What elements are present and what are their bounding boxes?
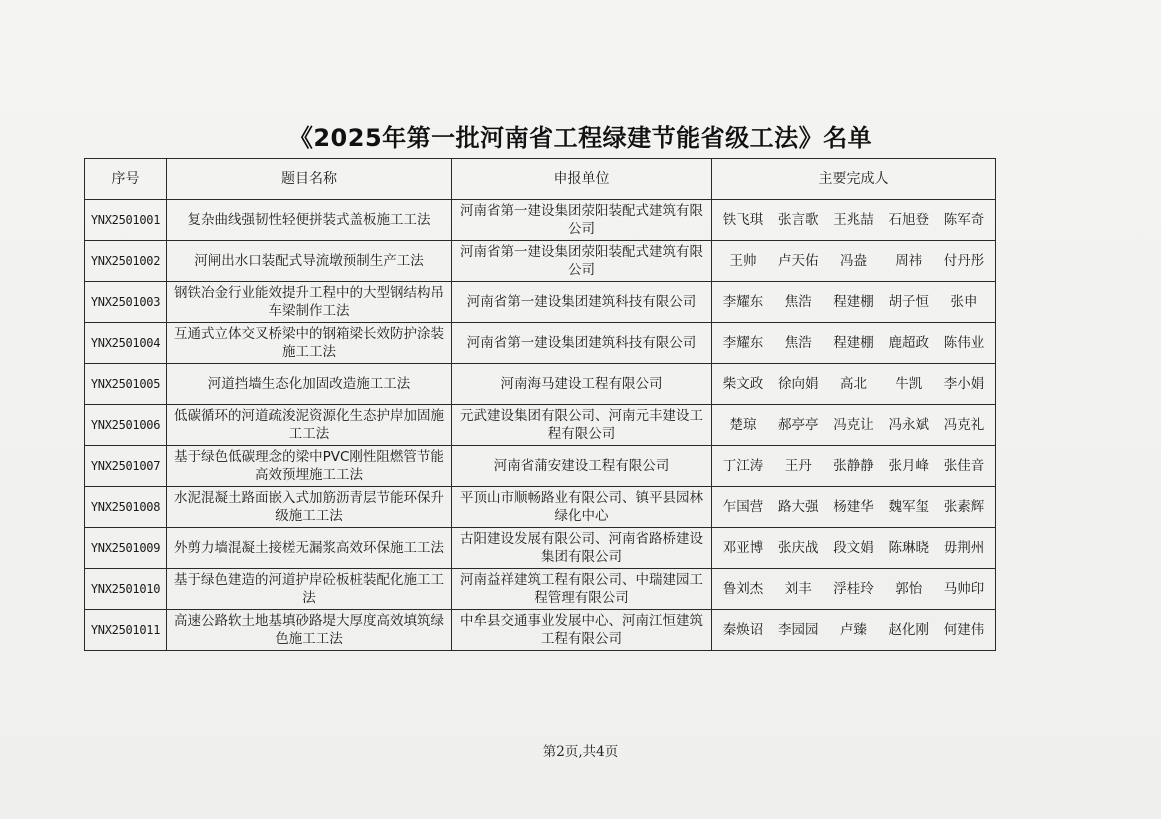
person-name: 铁飞琪 xyxy=(722,212,764,228)
person-name: 段文娟 xyxy=(833,540,874,556)
person-name: 李耀东 xyxy=(722,294,764,310)
row-code: YNX2501006 xyxy=(85,405,167,446)
person-name: 卢臻 xyxy=(840,622,867,638)
people-list xyxy=(715,293,992,311)
person-name: 张佳音 xyxy=(943,458,985,474)
row-title: 水泥混凝土路面嵌入式加筋沥青层节能环保升级施工工法 xyxy=(167,487,452,528)
person-name: 张庆战 xyxy=(778,540,819,556)
row-people xyxy=(712,323,996,364)
row-code: YNX2501001 xyxy=(85,200,167,241)
table-row xyxy=(85,610,996,651)
person-name: 邓亚博 xyxy=(722,540,764,556)
row-title: 基于绿色建造的河道护岸砼板桩装配化施工工法 xyxy=(167,569,452,610)
people-list xyxy=(715,334,992,352)
row-unit: 河南海马建设工程有限公司 xyxy=(452,364,712,405)
people-list xyxy=(715,375,992,393)
row-title: 河道挡墙生态化加固改造施工工法 xyxy=(167,364,452,405)
table-row xyxy=(85,241,996,282)
row-title: 互通式立体交叉桥梁中的钢箱梁长效防护涂装施工工法 xyxy=(167,323,452,364)
person-name: 冯盎 xyxy=(840,253,867,269)
person-name: 王兆喆 xyxy=(833,212,874,228)
person-name: 浮桂玲 xyxy=(833,581,874,597)
row-unit: 河南省第一建设集团建筑科技有限公司 xyxy=(452,323,712,364)
row-people xyxy=(712,405,996,446)
people-list xyxy=(715,498,992,516)
row-people xyxy=(712,282,996,323)
person-name: 王帅 xyxy=(729,253,757,269)
row-code: YNX2501009 xyxy=(85,528,167,569)
people-list xyxy=(715,539,992,557)
row-people xyxy=(712,569,996,610)
person-name: 付丹彤 xyxy=(943,253,985,269)
header-unit: 申报单位 xyxy=(452,159,712,200)
person-name: 楚琼 xyxy=(729,417,757,433)
header-code: 序号 xyxy=(85,159,167,200)
roster-table xyxy=(84,158,996,651)
row-code: YNX2501005 xyxy=(85,364,167,405)
person-name: 焦浩 xyxy=(784,294,812,310)
person-name: 陈琳晓 xyxy=(888,540,929,556)
person-name: 高北 xyxy=(840,376,867,392)
table-row xyxy=(85,528,996,569)
person-name: 冯克让 xyxy=(833,417,874,433)
row-title: 低碳循环的河道疏浚泥资源化生态护岸加固施工工法 xyxy=(167,405,452,446)
row-people xyxy=(712,200,996,241)
row-people xyxy=(712,446,996,487)
row-code: YNX2501010 xyxy=(85,569,167,610)
person-name: 鹿超政 xyxy=(888,335,929,351)
person-name: 郝亭亭 xyxy=(778,417,819,433)
person-name: 张言歌 xyxy=(778,212,819,228)
person-name: 李耀东 xyxy=(722,335,764,351)
row-title: 复杂曲线强韧性轻便拼装式盖板施工工法 xyxy=(167,200,452,241)
person-name: 毋荆州 xyxy=(943,540,985,556)
row-title: 外剪力墙混凝土接槎无漏浆高效环保施工工法 xyxy=(167,528,452,569)
table-header-row xyxy=(85,159,996,200)
person-name: 魏军玺 xyxy=(888,499,929,515)
person-name: 鲁刘杰 xyxy=(722,581,764,597)
person-name: 冯克礼 xyxy=(943,417,985,433)
row-people xyxy=(712,610,996,651)
person-name: 张静静 xyxy=(833,458,874,474)
row-unit: 元武建设集团有限公司、河南元丰建设工程有限公司 xyxy=(452,405,712,446)
person-name: 张素辉 xyxy=(943,499,985,515)
table-body xyxy=(85,200,996,651)
table-row xyxy=(85,323,996,364)
document-title: 《2025年第一批河南省工程绿建节能省级工法》名单 xyxy=(288,124,873,152)
person-name: 张月峰 xyxy=(888,458,929,474)
person-name: 何建伟 xyxy=(943,622,985,638)
person-name: 柴文政 xyxy=(722,376,764,392)
table-row xyxy=(85,487,996,528)
table-row xyxy=(85,200,996,241)
people-list xyxy=(715,252,992,270)
people-list xyxy=(715,211,992,229)
row-code: YNX2501002 xyxy=(85,241,167,282)
row-unit: 河南省第一建设集团荥阳装配式建筑有限公司 xyxy=(452,241,712,282)
person-name: 马帅印 xyxy=(943,581,985,597)
person-name: 李园园 xyxy=(778,622,819,638)
row-unit: 河南省第一建设集团荥阳装配式建筑有限公司 xyxy=(452,200,712,241)
table-row xyxy=(85,569,996,610)
person-name: 杨建华 xyxy=(833,499,874,515)
people-list xyxy=(715,580,992,598)
row-code: YNX2501004 xyxy=(85,323,167,364)
row-code: YNX2501011 xyxy=(85,610,167,651)
row-unit: 古阳建设发展有限公司、河南省路桥建设集团有限公司 xyxy=(452,528,712,569)
people-list xyxy=(715,416,992,434)
person-name: 石旭登 xyxy=(888,212,929,228)
people-list xyxy=(715,457,992,475)
person-name: 徐向娟 xyxy=(778,376,819,392)
person-name: 乍国营 xyxy=(722,499,764,515)
table-row xyxy=(85,364,996,405)
row-people xyxy=(712,528,996,569)
row-unit: 中牟县交通事业发展中心、河南江恒建筑工程有限公司 xyxy=(452,610,712,651)
person-name: 郭怡 xyxy=(895,581,923,597)
row-code: YNX2501007 xyxy=(85,446,167,487)
row-unit: 平顶山市顺畅路业有限公司、镇平县园林绿化中心 xyxy=(452,487,712,528)
row-title: 高速公路软土地基填砂路堤大厚度高效填筑绿色施工工法 xyxy=(167,610,452,651)
table-row xyxy=(85,405,996,446)
row-people xyxy=(712,487,996,528)
person-name: 秦焕诏 xyxy=(722,622,764,638)
person-name: 牛凯 xyxy=(895,376,923,392)
person-name: 赵化刚 xyxy=(888,622,929,638)
person-name: 李小娟 xyxy=(943,376,985,392)
person-name: 王丹 xyxy=(784,458,812,474)
page-number: 第2页,共4页 xyxy=(542,744,619,760)
person-name: 冯永斌 xyxy=(888,417,929,433)
person-name: 丁江涛 xyxy=(722,458,764,474)
row-title: 基于绿色低碳理念的梁中PVC刚性阻燃管节能高效预埋施工工法 xyxy=(167,446,452,487)
row-unit: 河南益祥建筑工程有限公司、中瑞建园工程管理有限公司 xyxy=(452,569,712,610)
person-name: 胡子恒 xyxy=(888,294,929,310)
table-row xyxy=(85,446,996,487)
row-title: 河闸出水口装配式导流墩预制生产工法 xyxy=(167,241,452,282)
people-list xyxy=(715,621,992,639)
row-unit: 河南省第一建设集团建筑科技有限公司 xyxy=(452,282,712,323)
person-name: 周祎 xyxy=(895,253,923,269)
person-name: 程建棚 xyxy=(833,294,874,310)
person-name: 陈军奇 xyxy=(943,212,985,228)
person-name: 程建棚 xyxy=(833,335,874,351)
person-name: 刘丰 xyxy=(784,581,812,597)
row-people xyxy=(712,364,996,405)
person-name: 陈伟业 xyxy=(943,335,985,351)
row-code: YNX2501008 xyxy=(85,487,167,528)
person-name: 卢天佑 xyxy=(778,253,819,269)
row-code: YNX2501003 xyxy=(85,282,167,323)
person-name: 张申 xyxy=(950,294,978,310)
row-title: 钢铁冶金行业能效提升工程中的大型钢结构吊车梁制作工法 xyxy=(167,282,452,323)
table-row xyxy=(85,282,996,323)
row-people xyxy=(712,241,996,282)
row-unit: 河南省蒲安建设工程有限公司 xyxy=(452,446,712,487)
header-title: 题目名称 xyxy=(167,159,452,200)
header-people: 主要完成人 xyxy=(712,159,996,200)
person-name: 路大强 xyxy=(778,499,819,515)
person-name: 焦浩 xyxy=(784,335,812,351)
